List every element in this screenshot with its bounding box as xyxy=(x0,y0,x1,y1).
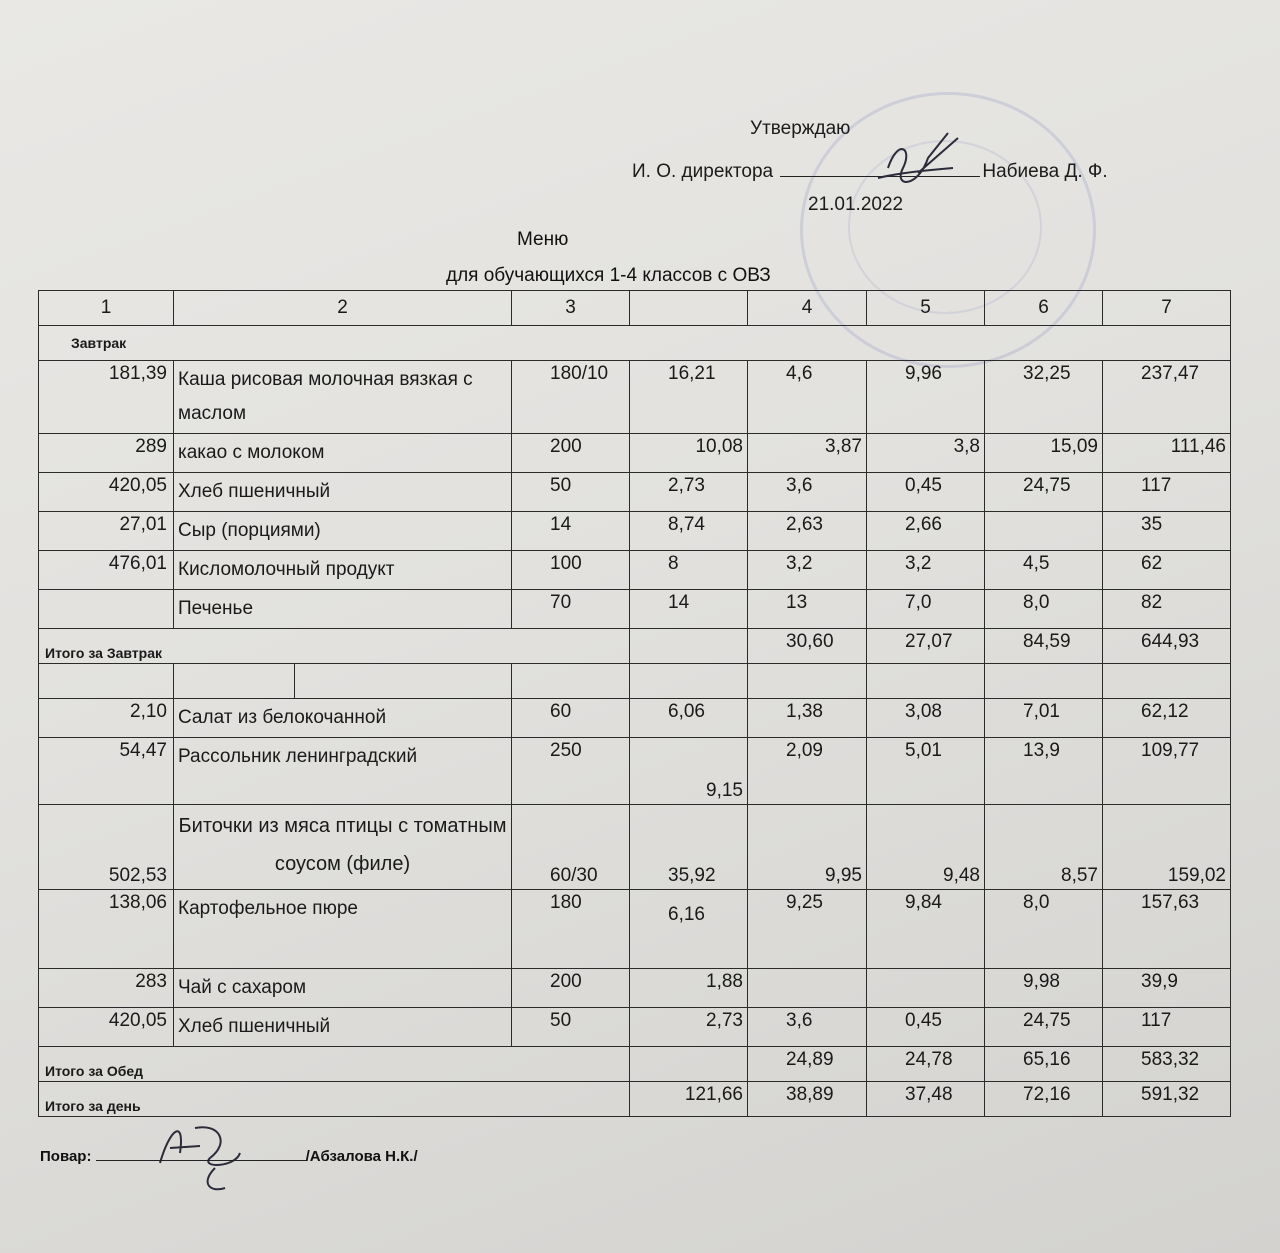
table-row xyxy=(39,1008,1231,1047)
cell-dish: Картофельное пюре xyxy=(174,890,512,969)
table-row xyxy=(39,551,1231,590)
cell-value: 3,2 xyxy=(748,551,867,590)
cell-code: 54,47 xyxy=(39,738,174,805)
cell-code: 289 xyxy=(39,434,174,473)
cell-code: 181,39 xyxy=(39,361,174,434)
cell-code: 2,10 xyxy=(39,699,174,738)
cook-name: /Абзалова Н.К./ xyxy=(305,1148,418,1165)
cook-signature-blank xyxy=(96,1146,306,1161)
cell-value: 7,01 xyxy=(985,699,1103,738)
cell-value: 13,9 xyxy=(985,738,1103,805)
cell-portion: 60/30 xyxy=(512,805,630,890)
cell-total: 72,16 xyxy=(985,1082,1103,1117)
table-row xyxy=(39,590,1231,629)
cell-value: 117 xyxy=(1103,473,1231,512)
cell-value: 4,5 xyxy=(985,551,1103,590)
cell-total: 644,93 xyxy=(1103,629,1231,664)
cell-value: 4,6 xyxy=(748,361,867,434)
cell-dish: Каша рисовая молочная вязкая с маслом xyxy=(174,361,512,434)
table-row xyxy=(39,738,1231,805)
total-label: Итого за Завтрак xyxy=(39,629,630,664)
approval-date: 21.01.2022 xyxy=(808,194,904,215)
cell-value: 3,6 xyxy=(748,473,867,512)
cell-dish: Рассольник ленинградский xyxy=(174,738,512,805)
cell-total: 27,07 xyxy=(867,629,985,664)
cell-value: 159,02 xyxy=(1103,805,1231,890)
cell-portion: 70 xyxy=(512,590,630,629)
cell-value: 35 xyxy=(1103,512,1231,551)
cell-value: 2,73 xyxy=(630,473,748,512)
cell-code: 476,01 xyxy=(39,551,174,590)
table-row xyxy=(39,890,1231,969)
table-row xyxy=(39,969,1231,1008)
header-cell: 4 xyxy=(748,291,867,326)
cell-value: 9,98 xyxy=(985,969,1103,1008)
cell-value: 117 xyxy=(1103,1008,1231,1047)
cell-empty xyxy=(630,1047,748,1082)
cell-dish: Хлеб пшеничный xyxy=(174,1008,512,1047)
cell-empty xyxy=(630,629,748,664)
cell-value: 109,77 xyxy=(1103,738,1231,805)
cell-portion: 200 xyxy=(512,969,630,1008)
cell-value: 0,45 xyxy=(867,473,985,512)
cell-dish: Печенье xyxy=(174,590,512,629)
total-row xyxy=(39,1047,1231,1082)
cell-dish: какао с молоком xyxy=(174,434,512,473)
cell-value: 8 xyxy=(630,551,748,590)
cell-code: 502,53 xyxy=(39,805,174,890)
header-cell: 6 xyxy=(985,291,1103,326)
total-label: Итого за день xyxy=(39,1082,630,1117)
cell-value: 9,96 xyxy=(867,361,985,434)
cell-value: 8,57 xyxy=(985,805,1103,890)
cell-value: 9,15 xyxy=(630,738,748,805)
cell-value: 32,25 xyxy=(985,361,1103,434)
table-row xyxy=(39,361,1231,434)
cell-dish: Салат из белокочанной xyxy=(174,699,512,738)
cell-empty xyxy=(1103,664,1231,699)
header-cell: 1 xyxy=(39,291,174,326)
header-cell: 2 xyxy=(174,291,512,326)
cell-value: 5,01 xyxy=(867,738,985,805)
cell-portion: 50 xyxy=(512,473,630,512)
cell-portion: 60 xyxy=(512,699,630,738)
cell-value: 2,63 xyxy=(748,512,867,551)
cell-portion: 200 xyxy=(512,434,630,473)
cell-value xyxy=(985,512,1103,551)
cell-empty xyxy=(985,664,1103,699)
cell-total: 121,66 xyxy=(630,1082,748,1117)
cell-portion: 180 xyxy=(512,890,630,969)
cell-code: 420,05 xyxy=(39,1008,174,1047)
cell-value: 2,66 xyxy=(867,512,985,551)
cell-value: 6,16 xyxy=(630,890,748,969)
cell-value: 16,21 xyxy=(630,361,748,434)
cell-portion: 180/10 xyxy=(512,361,630,434)
cell-value: 14 xyxy=(630,590,748,629)
cell-code xyxy=(39,590,174,629)
menu-table xyxy=(38,290,1231,1117)
cell-total: 38,89 xyxy=(748,1082,867,1117)
cell-code: 283 xyxy=(39,969,174,1008)
cell-value: 7,0 xyxy=(867,590,985,629)
page-subtitle: для обучающихся 1-4 классов с ОВЗ xyxy=(446,265,771,286)
approval-name: Набиева Д. Ф. xyxy=(982,161,1108,182)
cell-code: 138,06 xyxy=(39,890,174,969)
header-cell: 7 xyxy=(1103,291,1231,326)
cell-value: 1,38 xyxy=(748,699,867,738)
cell-value: 3,08 xyxy=(867,699,985,738)
table-row xyxy=(39,434,1231,473)
cook-label: Повар: xyxy=(40,1148,92,1165)
header-cell: 5 xyxy=(867,291,985,326)
cell-dish: Биточки из мяса птицы с томатным соусом (филе) xyxy=(174,805,512,890)
cell-value: 62 xyxy=(1103,551,1231,590)
cell-empty xyxy=(630,664,748,699)
cell-value: 62,12 xyxy=(1103,699,1231,738)
cell-total: 591,32 xyxy=(1103,1082,1231,1117)
cell-value: 3,8 xyxy=(867,434,985,473)
cell-value: 2,73 xyxy=(630,1008,748,1047)
cell-value: 3,87 xyxy=(748,434,867,473)
page-title: Меню xyxy=(517,229,569,250)
cell-value: 15,09 xyxy=(985,434,1103,473)
cell-empty xyxy=(748,664,867,699)
cell-value: 39,9 xyxy=(1103,969,1231,1008)
cell-portion: 50 xyxy=(512,1008,630,1047)
cell-value: 24,75 xyxy=(985,473,1103,512)
cell-total: 65,16 xyxy=(985,1047,1103,1082)
cell-dish: Чай с сахаром xyxy=(174,969,512,1008)
cell-value: 13 xyxy=(748,590,867,629)
cell-value: 9,48 xyxy=(867,805,985,890)
cell-value: 9,25 xyxy=(748,890,867,969)
total-label: Итого за Обед xyxy=(39,1047,630,1082)
cell-value: 8,74 xyxy=(630,512,748,551)
cell-portion: 100 xyxy=(512,551,630,590)
cell-code: 27,01 xyxy=(39,512,174,551)
cell-value: 3,2 xyxy=(867,551,985,590)
cell-value: 35,92 xyxy=(630,805,748,890)
cell-value: 24,75 xyxy=(985,1008,1103,1047)
director-signature xyxy=(858,128,978,198)
table-row xyxy=(39,512,1231,551)
total-row xyxy=(39,629,1231,664)
cell-value: 9,84 xyxy=(867,890,985,969)
cell-total: 37,48 xyxy=(867,1082,985,1117)
cell-total: 583,32 xyxy=(1103,1047,1231,1082)
cell-value: 9,95 xyxy=(748,805,867,890)
cell-code: 420,05 xyxy=(39,473,174,512)
cell-value xyxy=(867,969,985,1008)
cell-value: 1,88 xyxy=(630,969,748,1008)
cell-value: 3,6 xyxy=(748,1008,867,1047)
cell-empty xyxy=(512,664,630,699)
table-row xyxy=(39,473,1231,512)
cell-total: 84,59 xyxy=(985,629,1103,664)
cook-line xyxy=(40,1146,418,1165)
cell-value xyxy=(748,969,867,1008)
cell-total: 30,60 xyxy=(748,629,867,664)
cell-portion: 14 xyxy=(512,512,630,551)
cell-dish: Сыр (порциями) xyxy=(174,512,512,551)
empty-row xyxy=(39,664,1231,699)
section-label: Завтрак xyxy=(39,326,1231,361)
cell-dish: Хлеб пшеничный xyxy=(174,473,512,512)
table-header-row xyxy=(39,291,1231,326)
section-row xyxy=(39,326,1231,361)
cell-empty xyxy=(39,664,174,699)
cell-value: 82 xyxy=(1103,590,1231,629)
cell-portion: 250 xyxy=(512,738,630,805)
cell-value: 10,08 xyxy=(630,434,748,473)
cell-empty xyxy=(867,664,985,699)
cell-value: 6,06 xyxy=(630,699,748,738)
header-cell xyxy=(630,291,748,326)
cell-value: 8,0 xyxy=(985,890,1103,969)
table-row xyxy=(39,805,1231,890)
cell-dish: Кисломолочный продукт xyxy=(174,551,512,590)
table-row xyxy=(39,699,1231,738)
cell-value: 2,09 xyxy=(748,738,867,805)
approval-position: И. О. директора xyxy=(632,161,774,182)
cell-value: 111,46 xyxy=(1103,434,1231,473)
cell-value: 157,63 xyxy=(1103,890,1231,969)
cell-value: 237,47 xyxy=(1103,361,1231,434)
cell-value: 0,45 xyxy=(867,1008,985,1047)
approval-title: Утверждаю xyxy=(750,118,851,139)
cell-empty-split xyxy=(174,664,512,699)
cell-value: 8,0 xyxy=(985,590,1103,629)
cell-total: 24,89 xyxy=(748,1047,867,1082)
cell-total: 24,78 xyxy=(867,1047,985,1082)
header-cell: 3 xyxy=(512,291,630,326)
